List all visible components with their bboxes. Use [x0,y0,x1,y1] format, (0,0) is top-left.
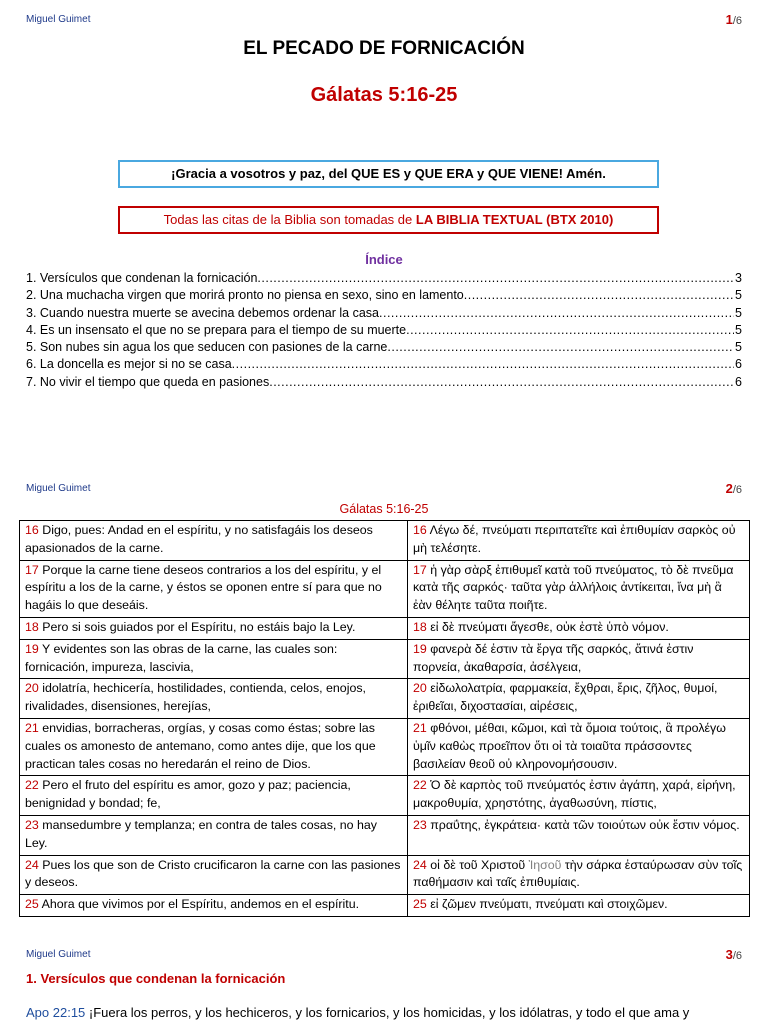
table-row [20,776,750,816]
page-author: Miguel Guimet [26,949,91,960]
toc-heading: Índice [365,252,403,267]
spanish-verse: 25 Ahora que vivimos por el Espíritu, andemos en el espíritu. [20,895,408,917]
greek-verse: 17 ἡ γὰρ σὰρξ ἐπιθυμεῖ κατὰ τοῦ πνεύματος, τὸ δὲ πνεῦμα κατὰ τῆς σαρκός· ταῦτα γὰρ ἀλλήλοις ἀντίκειται, ἵνα μὴ ἃ ἐὰν θέλητε ταῦτα ποιῆτε. [408,560,750,617]
page-author: Miguel Guimet [26,14,91,25]
spanish-verse: 16 Digo, pues: Andad en el espíritu, y no satisfagáis los deseos apasionados de la carne. [20,521,408,561]
spanish-verse: 19 Y evidentes son las obras de la carne, las cuales son: fornicación, impureza, lascivia, [20,639,408,679]
page-number: 1/6 [725,12,742,27]
toc-entry[interactable]: 1. Versículos que condenan la fornicación ..... 3 [26,271,742,288]
toc-entry[interactable]: 7. No vivir el tiempo que queda en pasiones ..... 6 [26,375,742,392]
page-number: 3/6 [725,947,742,962]
greek-verse: 24 οἱ δὲ τοῦ Χριστοῦ Ἰησοῦ τὴν σάρκα ἐσταύρωσαν σὺν τοῖς παθήμασιν καὶ ταῖς ἐπιθυμίαις. [408,855,750,895]
greek-verse: 16 Λέγω δέ, πνεύματι περιπατεῖτε καὶ ἐπιθυμίαν σαρκὸς οὐ μὴ τελέσητε. [408,521,750,561]
greek-verse: 21 φθόνοι, μέθαι, κῶμοι, καὶ τὰ ὅμοια τούτοις, ἃ προλέγω ὑμῖν καθὼς προεῖπον ὅτι οἱ τὰ τοιαῦτα πράσσοντες βασιλείαν θεοῦ οὐ κληρονομήσουσιν. [408,718,750,775]
toc-entry[interactable]: 6. La doncella es mejor si no se casa ..... 6 [26,357,742,374]
greek-verse: 23 πραΰτης, ἐγκράτεια· κατὰ τῶν τοιούτων οὐκ ἔστιν νόμος. [408,815,750,855]
document-subtitle: Gálatas 5:16-25 [310,84,458,106]
table-row [20,560,750,617]
table-row [20,639,750,679]
spanish-verse: 22 Pero el fruto del espíritu es amor, gozo y paz; paciencia, benignidad y bondad; fe, [20,776,408,816]
greek-verse: 22 Ὁ δὲ καρπὸς τοῦ πνεύματός ἐστιν ἀγάπη, χαρά, εἰρήνη, μακροθυμία, χρηστότης, ἀγαθωσύνη, πίστις, [408,776,750,816]
verse-paragraph: Apo 22:15 ¡Fuera los perros, y los hechiceros, y los fornicarios, y los homicidas, y los idólatras, y todo el que ama y [26,1005,690,1020]
table-row [20,617,750,639]
spanish-verse: 23 mansedumbre y templanza; en contra de tales cosas, no hay Ley. [20,815,408,855]
table-row [20,521,750,561]
toc-entry[interactable]: 4. Es un insensato el que no se prepara para el tiempo de su muerte ..... 5 [26,323,742,340]
spanish-verse: 20 idolatría, hechicería, hostilidades, contienda, celos, enojos, rivalidades, disensiones, herejías, [20,679,408,719]
greek-verse: 19 φανερὰ δέ ἐστιν τὰ ἔργα τῆς σαρκός, ἅτινά ἐστιν πορνεία, ἀκαθαρσία, ἀσέλγεια, [408,639,750,679]
toc-entry[interactable]: 3. Cuando nuestra muerte se avecina debemos ordenar la casa ..... 5 [26,306,742,323]
citation-box: Todas las citas de la Biblia son tomadas de LA BIBLIA TEXTUAL (BTX 2010) [118,206,659,234]
page-number: 2/6 [725,481,742,496]
toc-entry[interactable]: 2. Una muchacha virgen que morirá pronto no piensa en sexo, sino en lamento ..... 5 [26,288,742,305]
greek-verse: 25 εἰ ζῶμεν πνεύματι, πνεύματι καὶ στοιχῶμεν. [408,895,750,917]
spanish-verse: 18 Pero si sois guiados por el Espíritu, no estáis bajo la Ley. [20,617,408,639]
section-heading: 1. Versículos que condenan la fornicación [26,971,286,986]
verse-reference[interactable]: Apo 22:15 [26,1005,86,1020]
greek-verse: 18 εἰ δὲ πνεύματι ἄγεσθε, οὐκ ἐστὲ ὑπὸ νόμον. [408,617,750,639]
table-row [20,895,750,917]
table-of-contents [26,271,742,392]
spanish-verse: 24 Pues los que son de Cristo crucificaron la carne con las pasiones y deseos. [20,855,408,895]
table-row [20,815,750,855]
spanish-verse: 17 Porque la carne tiene deseos contrarios a los del espíritu, y el espíritu a los de la carne, y éstos se oponen entre sí para que no hagáis lo que deseáis. [20,560,408,617]
passage-heading: Gálatas 5:16-25 [339,502,429,516]
greek-verse: 20 εἰδωλολατρία, φαρμακεία, ἔχθραι, ἔρις, ζῆλος, θυμοί, ἐριθεῖαι, διχοστασίαι, αἱρέσεις, [408,679,750,719]
spanish-verse: 21 envidias, borracheras, orgías, y cosas como éstas; sobre las cuales os amonesto de antemano, como antes dije, que los que practican tales cosas no heredarán el reino de Dios. [20,718,408,775]
table-row [20,679,750,719]
page-author: Miguel Guimet [26,483,91,494]
greeting-box: ¡Gracia a vosotros y paz, del QUE ES y QUE ERA y QUE VIENE! Amén. [118,160,659,188]
table-row [20,718,750,775]
parallel-verses-table [19,520,750,917]
table-row [20,855,750,895]
toc-entry[interactable]: 5. Son nubes sin agua los que seducen con pasiones de la carne ..... 5 [26,340,742,357]
document-title: EL PECADO DE FORNICACIÓN [243,38,525,59]
